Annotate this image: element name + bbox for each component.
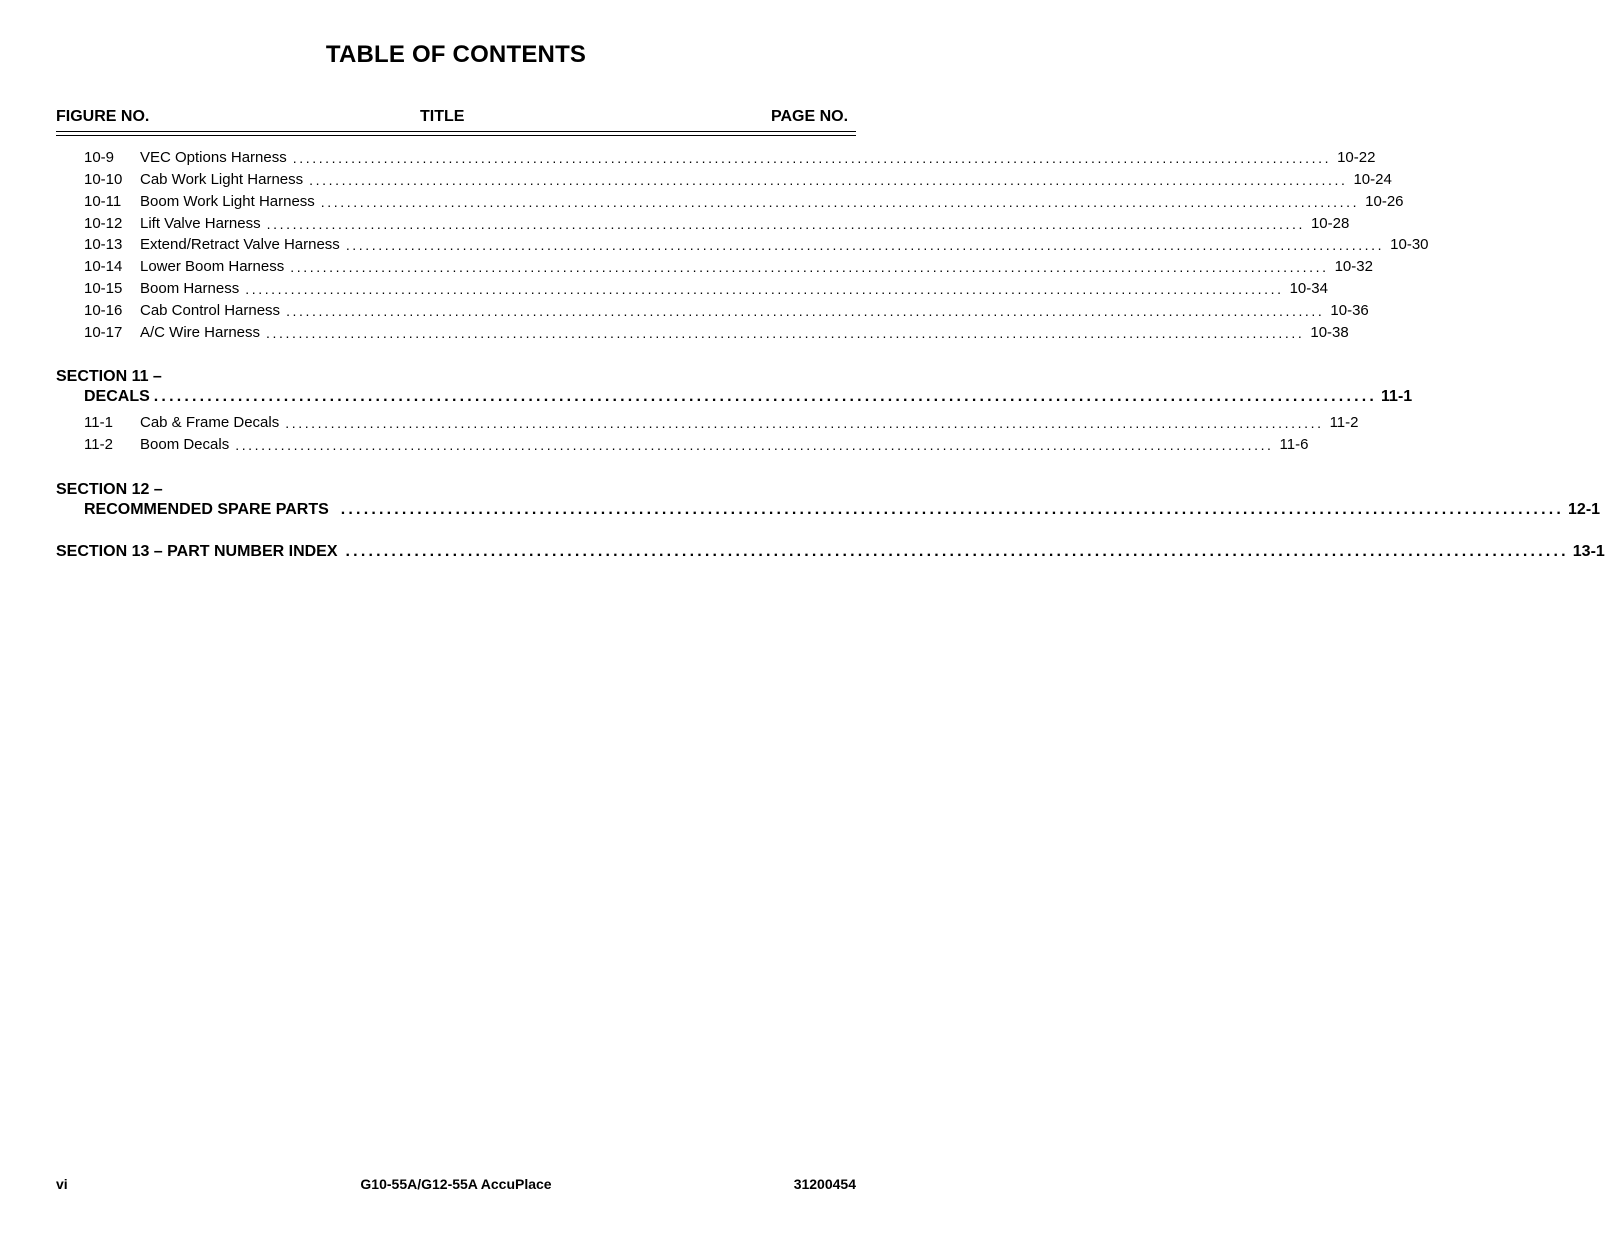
entry-title: Cab Control Harness xyxy=(140,302,281,319)
column-header-page: PAGE NO. xyxy=(771,108,849,125)
figure-number: 11-1 xyxy=(84,414,113,431)
entry-page: 10-34 xyxy=(1289,280,1328,297)
entry-title: Cab Work Light Harness xyxy=(140,171,304,188)
toc-entry[interactable] xyxy=(84,435,1309,455)
toc-entry[interactable] xyxy=(84,235,1429,255)
figure-number: 10-12 xyxy=(84,215,123,232)
entry-title: Lift Valve Harness xyxy=(140,215,261,232)
figure-number: 10-11 xyxy=(84,193,122,210)
entry-page: 10-30 xyxy=(1390,236,1429,253)
entry-title: Cab & Frame Decals xyxy=(140,414,280,431)
figure-number: 10-16 xyxy=(84,302,123,319)
figure-number: 10-9 xyxy=(84,149,115,166)
figure-number: 10-15 xyxy=(84,280,123,297)
footer-model: G10-55A/G12-55A AccuPlace xyxy=(360,1176,552,1192)
section-13-entry[interactable] xyxy=(56,542,1605,562)
toc-entry[interactable] xyxy=(84,148,1376,168)
figure-number: 10-14 xyxy=(84,258,123,275)
dot-leader: ................................................................................................................................................................ xyxy=(235,437,1274,453)
dot-leader: ................................................................................................................................................................ xyxy=(345,543,1569,560)
entry-page: 10-26 xyxy=(1365,193,1404,210)
entry-title: Boom Decals xyxy=(140,436,230,453)
section-page: 11-1 xyxy=(1381,388,1413,405)
entry-title: Extend/Retract Valve Harness xyxy=(140,236,340,253)
dot-leader: ................................................................................................................................................................ xyxy=(290,259,1329,275)
dot-leader: ................................................................................................................................................................ xyxy=(309,172,1348,188)
toc-entry[interactable] xyxy=(84,301,1369,321)
entry-page: 10-38 xyxy=(1310,324,1349,341)
dot-leader: ................................................................................................................................................................ xyxy=(292,150,1332,166)
figure-number: 10-10 xyxy=(84,171,123,188)
section-title: RECOMMENDED SPARE PARTS xyxy=(84,501,329,518)
toc-entry[interactable] xyxy=(84,279,1328,299)
entry-page: 11-2 xyxy=(1329,414,1359,431)
dot-leader: ................................................................................................................................................................ xyxy=(245,281,1284,297)
header-rule-bottom xyxy=(56,135,856,136)
entry-page: 10-36 xyxy=(1330,302,1369,319)
toc-entry[interactable] xyxy=(84,192,1404,212)
dot-leader: ................................................................................................................................................................ xyxy=(266,325,1305,341)
section-11-heading: SECTION 11 – xyxy=(56,368,162,385)
dot-leader: ................................................................................................................................................................ xyxy=(153,388,1378,405)
entry-page: 10-32 xyxy=(1334,258,1373,275)
footer-doc-number: 31200454 xyxy=(793,1176,856,1192)
entry-page: 10-22 xyxy=(1337,149,1376,166)
entry-title: A/C Wire Harness xyxy=(140,324,261,341)
section-12-entry[interactable] xyxy=(84,500,1601,520)
toc-entry[interactable] xyxy=(84,170,1392,190)
page-title: TABLE OF CONTENTS xyxy=(325,41,587,68)
section-page: 13-1 xyxy=(1572,543,1605,560)
dot-leader: ................................................................................................................................................................ xyxy=(286,303,1325,319)
entry-title: Boom Harness xyxy=(140,280,240,297)
header-rule-top xyxy=(56,131,856,132)
toc-entry[interactable] xyxy=(84,413,1359,433)
entry-title: Lower Boom Harness xyxy=(140,258,285,275)
section-title: SECTION 13 – PART NUMBER INDEX xyxy=(56,543,338,560)
section-12-heading: SECTION 12 – xyxy=(56,481,163,498)
toc-entry[interactable] xyxy=(84,257,1373,277)
entry-page: 10-24 xyxy=(1353,171,1392,188)
dot-leader: ................................................................................................................................................................ xyxy=(340,501,1565,518)
section-11-entry[interactable] xyxy=(84,387,1413,407)
toc-entry[interactable] xyxy=(84,323,1349,343)
dot-leader: ................................................................................................................................................................ xyxy=(266,216,1305,232)
entry-title: VEC Options Harness xyxy=(140,149,287,166)
dot-leader: ................................................................................................................................................................ xyxy=(285,415,1324,431)
dot-leader: ................................................................................................................................................................ xyxy=(320,194,1360,210)
entry-page: 11-6 xyxy=(1279,436,1309,453)
figure-number: 11-2 xyxy=(84,436,113,453)
footer-page-number: vi xyxy=(56,1176,68,1192)
column-header-title: TITLE xyxy=(420,108,465,125)
entry-title: Boom Work Light Harness xyxy=(140,193,315,210)
section-page: 12-1 xyxy=(1568,501,1601,518)
entry-page: 10-28 xyxy=(1310,215,1350,232)
dot-leader: ................................................................................................................................................................ xyxy=(345,237,1385,253)
column-header-figure: FIGURE NO. xyxy=(56,108,150,125)
toc-entry[interactable] xyxy=(84,214,1350,234)
figure-number: 10-13 xyxy=(84,236,123,253)
section-title: DECALS xyxy=(84,388,150,405)
figure-number: 10-17 xyxy=(84,324,123,341)
